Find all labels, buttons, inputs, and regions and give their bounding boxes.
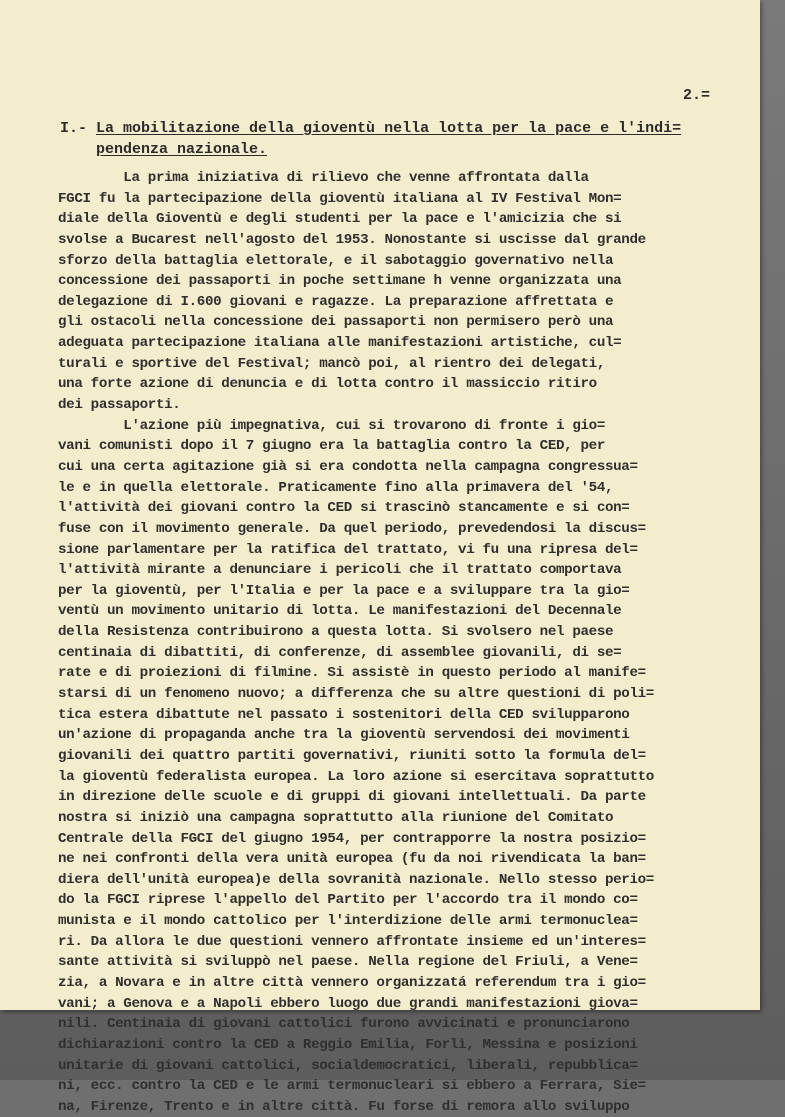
text-line: FGCI fu la partecipazione della gioventù italiana al IV Festival Mon= (58, 190, 622, 207)
section-title-line-1: La mobilitazione della gioventù nella lotta per la pace e l'indi= (96, 120, 682, 137)
text-line: ventù un movimento unitario di lotta. Le manifestazioni del Decennale (58, 603, 622, 620)
text-line: vani; a Genova e a Napoli ebbero luogo due grandi manifestazioni giova= (58, 995, 638, 1012)
text-line: zia, a Novara e in altre città vennero organizzatá referendum tra i gio= (58, 974, 646, 991)
text-line: fuse con il movimento generale. Da quel periodo, prevedendosi la discus= (58, 520, 646, 537)
text-line: do la FGCI riprese l'appello del Partito per l'accordo tra il mondo co= (58, 892, 638, 909)
text-line: una forte azione di denuncia e di lotta contro il massiccio ritiro (58, 376, 597, 393)
text-line: per la gioventù, per l'Italia e per la pace e a sviluppare tra la gio= (58, 582, 630, 599)
text-line: turali e sportive del Festival; mancò poi, al rientro dei delegati, (58, 355, 605, 372)
text-line: starsi di un fenomeno nuovo; a differenza che su altre questioni di poli= (58, 686, 654, 703)
text-line: sione parlamentare per la ratifica del trattato, vi fu una ripresa del= (58, 541, 638, 558)
section-numeral: I.- (60, 120, 97, 137)
text-line: L'azione più impegnativa, cui si trovarono di fronte i gio= (58, 417, 605, 434)
text-line: adeguata partecipazione italiana alle manifestazioni artistiche, cul= (58, 335, 622, 352)
text-line: della Resistenza contribuirono a questa lotta. Si svolsero nel paese (58, 624, 614, 641)
text-line: unitarie di giovani cattolici, socialdemocratici, liberali, repubblica= (58, 1057, 638, 1074)
section-title-line-2: pendenza nazionale. (96, 140, 268, 158)
text-line: l'attività dei giovani contro la CED si trascinò stancamente e si con= (58, 500, 630, 517)
page-number: 2.= (683, 87, 711, 104)
text-line: Centrale della FGCI del giugno 1954, per contrapporre la nostra posizio= (58, 830, 646, 847)
text-line: in direzione delle scuole e di gruppi di giovani intellettuali. Da parte (58, 789, 646, 806)
text-line: ri. Da allora le due questioni vennero affrontate insieme ed un'interes= (58, 933, 646, 950)
text-line: cui una certa agitazione già si era condotta nella campagna congressua= (58, 458, 638, 475)
text-line: sante attività si sviluppò nel paese. Nella regione del Friuli, a Vene= (58, 954, 638, 971)
text-line: dei passaporti. (58, 397, 181, 414)
body-text (58, 168, 748, 1117)
text-line: svolse a Bucarest nell'agosto del 1953. Nonostante si uscisse dal grande (58, 231, 646, 248)
text-line: diera dell'unità europea)e della sovranità nazionale. Nello stesso perio= (58, 871, 654, 888)
text-line: delegazione di I.600 giovani e ragazze. La preparazione affrettata e (58, 293, 614, 310)
text-line: nili. Centinaia di giovani cattolici furono avvicinati e pronunciarono (58, 1016, 630, 1033)
text-line: munista e il mondo cattolico per l'interdizione delle armi termonucleа= (58, 913, 638, 930)
text-line: ne nei confronti della vera unità europea (fu da noi rivendicata la ban= (58, 851, 646, 868)
text-line: sforzo della battaglia elettorale, e il sabotaggio governativo nella (58, 252, 614, 269)
text-line: na, Firenze, Trento e in altre città. Fu forse di remora allo sviluppo (58, 1098, 630, 1115)
text-line: ni, ecc. contro la CED e le armi termonucleari si ebbero a Ferrara, Sie= (58, 1078, 646, 1095)
text-line: l'attività mirante a denunciare i pericoli che il trattato comportava (58, 562, 622, 579)
text-line: un'azione di propaganda anche tra la gioventù servendosi dei movimenti (58, 727, 630, 744)
text-line: La prima iniziativa di rilievo che venne affrontata dalla (58, 170, 589, 186)
text-line: nostra si iniziò una campagna soprattutto alla riunione del Comitato (58, 809, 614, 826)
text-line: dichiarazioni contro la CED a Reggio Emilia, Forlì, Messina e posizioni (58, 1036, 638, 1053)
text-line: giovanili dei quattro partiti governativi, riuniti sotto la formula del= (58, 747, 646, 764)
text-line: gli ostacoli nella concessione dei passaporti non permisero però una (58, 314, 614, 331)
text-line: concessione dei passaporti in poche settimane h venne organizzata una (58, 273, 622, 290)
text-line: tica estera dibattute nel passato i sostenitori della CED svilupparono (58, 706, 630, 723)
text-line: diale della Gioventù e degli studenti per la pace e l'amicizia che si (58, 211, 622, 228)
text-line: rate e di proiezioni di filmine. Si assistè in questo periodo al manife= (58, 665, 646, 682)
text-line: vani comunisti dopo il 7 giugno era la battaglia contro la CED, per (58, 438, 605, 455)
text-line: la gioventù federalista europea. La loro azione si esercitava soprattutto (58, 768, 654, 785)
text-line: le e in quella elettorale. Praticamente fino alla primavera del '54, (58, 479, 614, 496)
text-line: centinaia di dibattiti, di conferenze, di assemblee giovanili, di se= (58, 644, 622, 661)
section-heading (60, 119, 740, 160)
